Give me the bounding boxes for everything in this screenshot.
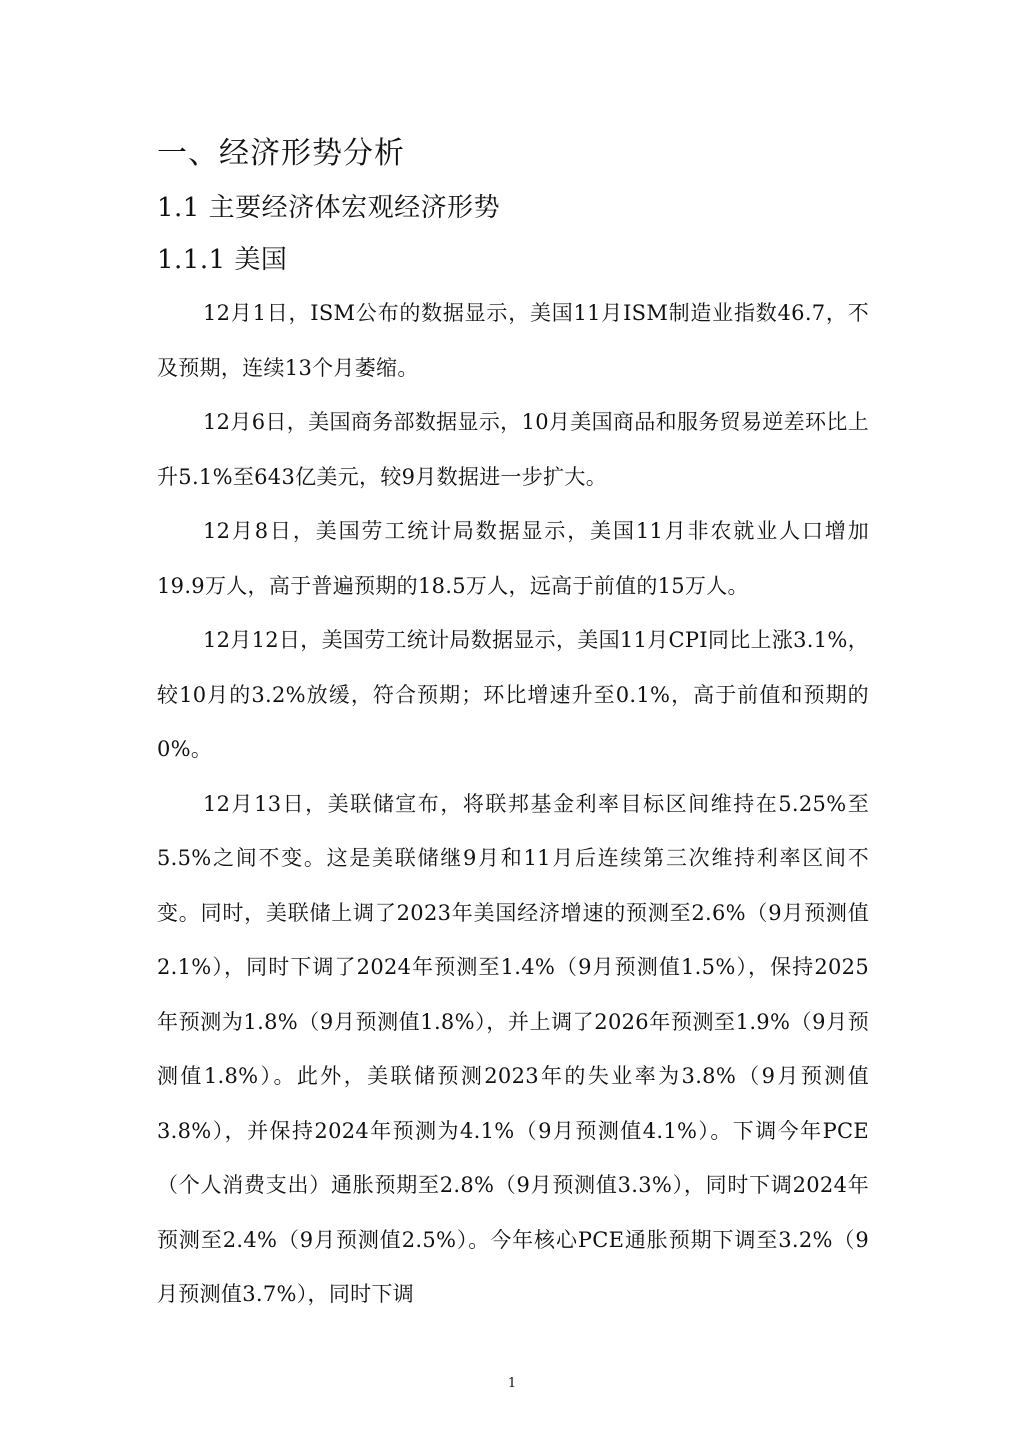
paragraph-nonfarm: 12月8日，美国劳工统计局数据显示，美国11月非农就业人口增加19.9万人，高于普遍预期的18.5万人，远高于前值的15万人。 (157, 519, 869, 598)
paragraph-cpi: 12月12日，美国劳工统计局数据显示，美国11月CPI同比上涨3.1%，较10月的3.2%放缓，符合预期；环比增速升至0.1%，高于前值和预期的0%。 (157, 628, 869, 761)
page-content (157, 128, 869, 1322)
section-heading: 一、经济形势分析 (157, 136, 405, 171)
subsection-heading: 1.1 主要经济体宏观经济形势 (157, 193, 501, 223)
subsubsection-heading: 1.1.1 美国 (157, 245, 288, 275)
paragraph-trade-deficit: 12月6日，美国商务部数据显示，10月美国商品和服务贸易逆差环比上升5.1%至643亿美元，较9月数据进一步扩大。 (157, 410, 869, 489)
page-number: 1 (507, 1376, 517, 1391)
paragraph-ism: 12月1日，ISM公布的数据显示，美国11月ISM制造业指数46.7，不及预期，连续13个月萎缩。 (157, 301, 869, 380)
paragraph-fed: 12月13日，美联储宣布，将联邦基金利率目标区间维持在5.25%至5.5%之间不变。这是美联储继9月和11月后连续第三次维持利率区间不变。同时，美联储上调了2023年美国经济增速的预测至2.6%（9月预测值2.1%），同时下调了2024年预测至1.4%（9月预测值1.5%），保持2025年预测为1.8%（9月预测值1.8%），并上调了2026年预测至1.9%（9月预测值1.8%）。此外，美联储预测2023年的失业率为3.8%（9月预测值3.8%），并保持2024年预测为4.1%（9月预测值4.1%）。下调今年PCE（个人消费支出）通胀预期至2.8%（9月预测值3.3%），同时下调2024年预测至2.4%（9月预测值2.5%）。今年核心PCE通胀预期下调至3.2%（9月预测值3.7%），同时下调 (157, 791, 869, 1306)
